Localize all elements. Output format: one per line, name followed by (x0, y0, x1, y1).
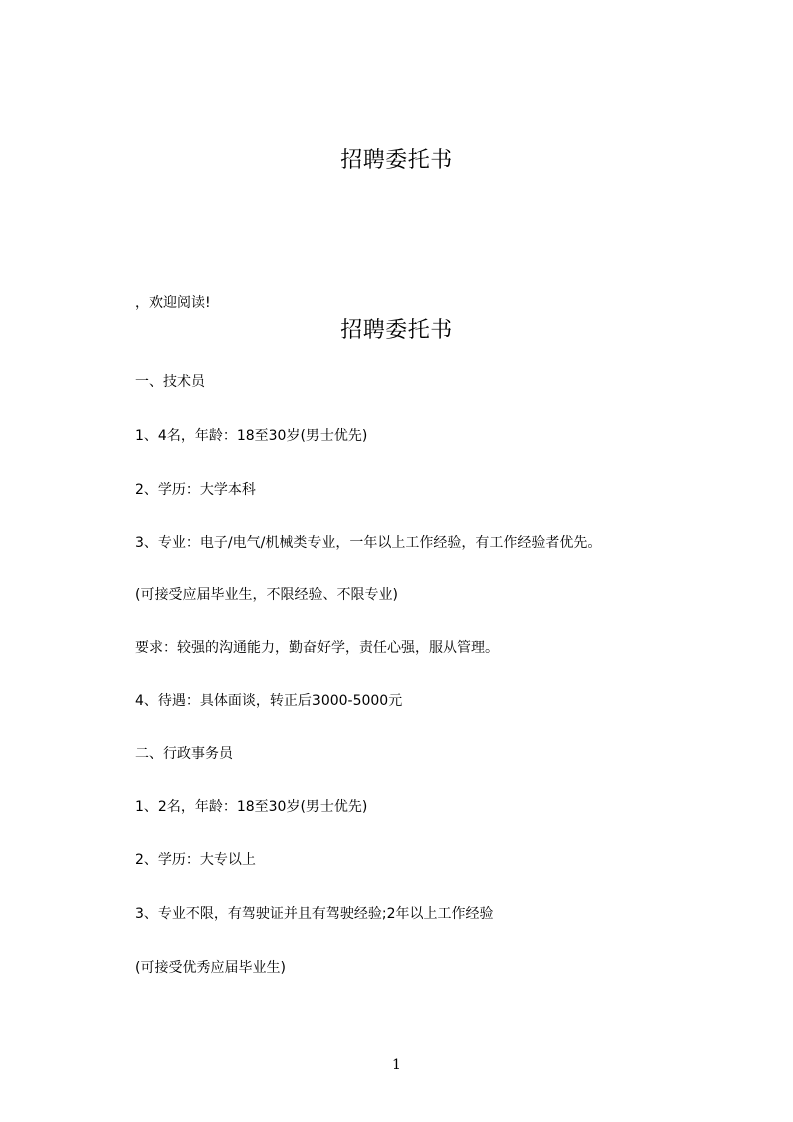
admin-item-1: 1、2名，年龄：18至30岁(男士优先) (135, 799, 368, 815)
admin-item-2: 2、学历：大专以上 (135, 852, 256, 868)
technician-note: (可接受应届毕业生，不限经验、不限专业) (135, 587, 398, 603)
technician-item-4: 4、待遇：具体面谈，转正后3000-5000元 (135, 693, 403, 709)
technician-item-2: 2、学历：大学本科 (135, 482, 256, 498)
admin-item-3: 3、专业不限，有驾驶证并且有驾驶经验;2年以上工作经验 (135, 906, 494, 922)
technician-requirements: 要求：较强的沟通能力，勤奋好学，责任心强，服从管理。 (135, 640, 499, 656)
document-title-main: 招聘委托书 (340, 318, 453, 343)
document-title-top: 招聘委托书 (340, 148, 453, 173)
section-heading-admin: 二、行政事务员 (135, 746, 233, 762)
page-number: 1 (392, 1057, 401, 1073)
welcome-text: ，欢迎阅读! (135, 295, 211, 311)
technician-item-1: 1、4名，年龄：18至30岁(男士优先) (135, 428, 368, 444)
section-heading-technician: 一、技术员 (135, 374, 205, 390)
technician-item-3: 3、专业：电子/电气/机械类专业，一年以上工作经验，有工作经验者优先。 (135, 535, 602, 551)
admin-note: (可接受优秀应届毕业生) (135, 960, 286, 976)
